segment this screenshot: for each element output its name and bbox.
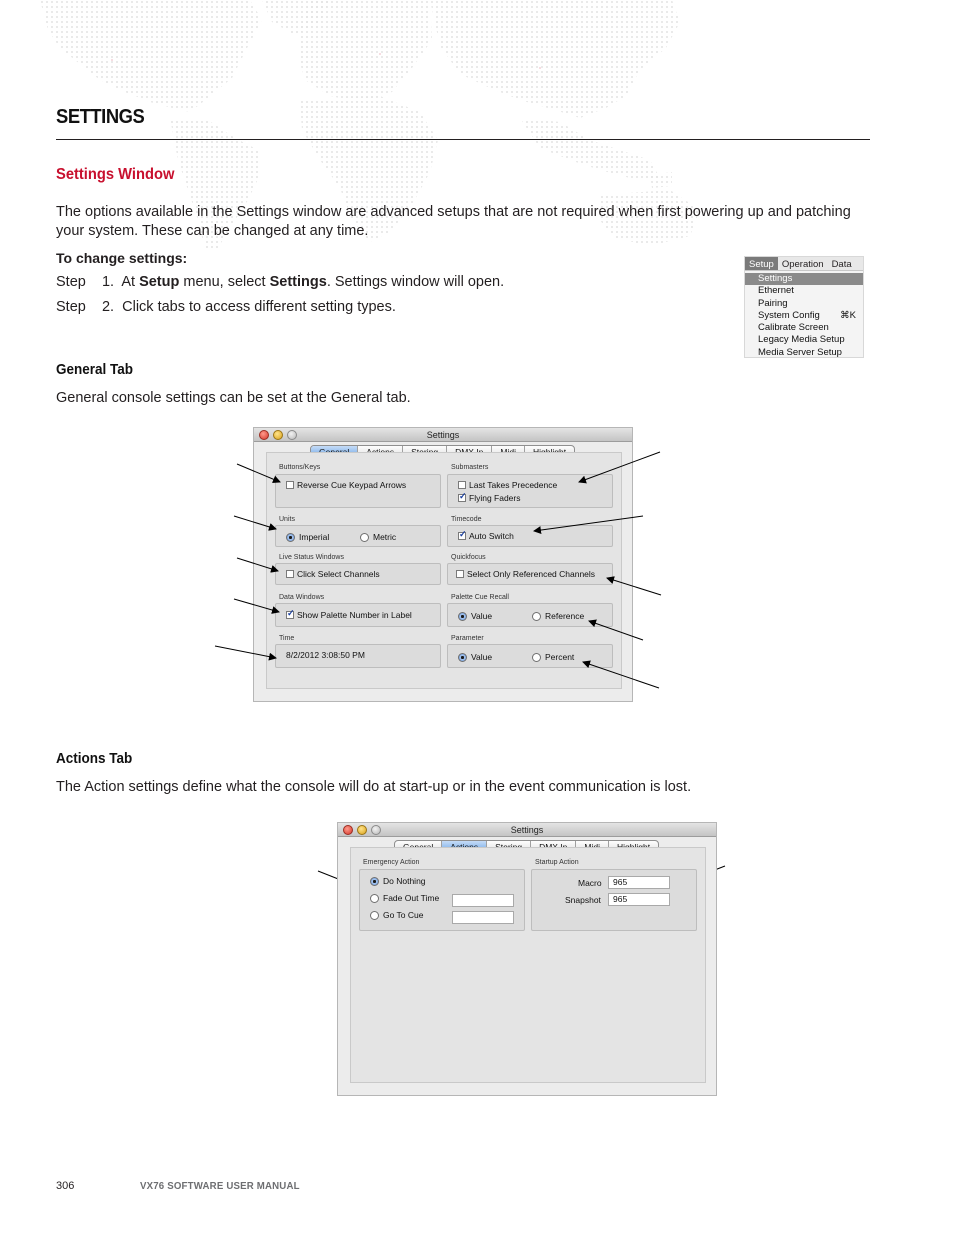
group-label-submasters: Submasters: [451, 464, 489, 471]
arrow-palette-cue-recall: [589, 621, 643, 640]
radio-dot: [370, 894, 379, 903]
arrow-buttons-keys: [237, 464, 280, 482]
section-heading: Settings Window: [56, 166, 175, 183]
group-label-units: Units: [279, 516, 295, 523]
menu-item-settings[interactable]: Settings: [745, 273, 863, 285]
step-1-mid: menu, select: [179, 274, 270, 290]
arrow-submasters: [579, 452, 660, 482]
time-field[interactable]: 8/2/2012 3:08:50 PM: [286, 650, 365, 660]
menu-shortcut: ⌘K: [840, 309, 856, 321]
menu-bar-data[interactable]: Data: [831, 259, 852, 270]
actions-panel: [350, 847, 706, 1083]
checkbox-label: Select Only Referenced Channels: [467, 569, 596, 579]
step-1-label: Step: [56, 274, 86, 290]
general-tab-desc: General console settings can be set at the General tab.: [56, 390, 411, 406]
radio-label: Value: [471, 652, 493, 662]
group-emergency-action: [359, 869, 525, 931]
actions-tab-heading: Actions Tab: [56, 750, 133, 767]
window-title: Settings: [426, 430, 460, 440]
step-1-item: Settings: [269, 274, 327, 290]
radio-label: Do Nothing: [383, 876, 426, 886]
checkbox-label: Auto Switch: [469, 531, 514, 541]
menu-bar-operation[interactable]: Operation: [781, 259, 824, 270]
group-label-quickfocus: Quickfocus: [451, 554, 486, 561]
group-label-emergency-action: Emergency Action: [363, 859, 420, 866]
checkbox-label: Reverse Cue Keypad Arrows: [297, 480, 407, 490]
arrow-live-status: [237, 558, 278, 571]
menu-item-legacy-media-setup[interactable]: Legacy Media Setup: [758, 334, 845, 346]
minimize-button[interactable]: [357, 825, 367, 835]
arrow-parameter: [583, 662, 659, 688]
do-nothing-radio[interactable]: [370, 876, 426, 886]
title-bar: [338, 823, 716, 837]
fade-out-time-input[interactable]: [452, 894, 514, 907]
fade-out-time-radio[interactable]: [370, 893, 439, 903]
radio-label: Reference: [545, 611, 585, 621]
checkbox-label: Show Palette Number in Label: [297, 610, 412, 620]
checkbox-label: Flying Faders: [469, 493, 521, 503]
radio-label: Metric: [373, 532, 397, 542]
actions-tab-desc: The Action settings define what the console will do at start-up or in the event communication is lost.: [56, 779, 692, 795]
arrow-units: [234, 516, 276, 529]
menu-bar-setup[interactable]: Setup: [745, 257, 778, 270]
menu-item-media-server-setup[interactable]: Media Server Setup: [758, 346, 842, 358]
page-number: 306: [56, 1180, 75, 1192]
window-title: Settings: [510, 825, 544, 835]
step-2-num: 2.: [101, 299, 115, 315]
radio-label: Value: [471, 611, 493, 621]
checkbox-label: Last Takes Precedence: [469, 480, 558, 490]
group-label-startup-action: Startup Action: [535, 859, 579, 866]
radio-label: Imperial: [299, 532, 330, 542]
arrow-time: [215, 646, 276, 658]
macro-label: Macro: [578, 878, 602, 888]
group-label-timecode: Timecode: [451, 516, 482, 523]
step-2-text: Click tabs to access different setting types.: [122, 299, 396, 315]
arrow-timecode: [534, 516, 643, 531]
procedure-title: To change settings:: [56, 250, 188, 266]
menu-item-calibrate-screen[interactable]: Calibrate Screen: [758, 322, 829, 334]
go-to-cue-radio[interactable]: [370, 910, 423, 920]
manual-title: VX76 SOFTWARE USER MANUAL: [140, 1180, 300, 1192]
snapshot-input[interactable]: 965: [608, 893, 670, 906]
menu-item-system-config-label: System Config: [758, 309, 820, 321]
radio-label: Percent: [545, 652, 575, 662]
radio-label: Fade Out Time: [383, 893, 440, 903]
checkbox-label: Click Select Channels: [297, 569, 380, 579]
group-label-buttons-keys: Buttons/Keys: [279, 464, 321, 471]
radio-dot: [370, 911, 379, 920]
step-1-num: 1.: [101, 274, 115, 290]
group-label-live-status: Live Status Windows: [279, 554, 344, 561]
menu-item-ethernet[interactable]: Ethernet: [758, 285, 794, 297]
radio-dot: [370, 877, 379, 886]
step-1-menu: Setup: [139, 274, 180, 290]
radio-label: Go To Cue: [383, 910, 424, 920]
group-label-time: Time: [279, 635, 295, 642]
group-label-data-windows: Data Windows: [279, 594, 325, 601]
zoom-button[interactable]: [371, 825, 381, 835]
arrow-quickfocus: [607, 578, 661, 595]
close-button[interactable]: [343, 825, 353, 835]
step-2-label: Step: [56, 299, 86, 315]
actions-settings-window: [337, 822, 717, 1096]
page-title: SETTINGS: [56, 106, 145, 128]
general-tab-heading: General Tab: [56, 361, 134, 378]
step-1-post: . Settings window will open.: [326, 274, 505, 290]
macro-input[interactable]: 965: [608, 876, 670, 889]
arrow-data-windows: [234, 599, 279, 612]
go-to-cue-input[interactable]: [452, 911, 514, 924]
menu-item-pairing[interactable]: Pairing: [758, 297, 788, 309]
step-1-pre: At: [121, 274, 140, 290]
intro-paragraph: The options available in the Settings window are advanced setups that are not required when first powering up and patching your system. These can be changed at any time.: [56, 204, 851, 239]
group-startup-action: [531, 869, 697, 931]
snapshot-label: Snapshot: [565, 895, 601, 905]
group-label-parameter: Parameter: [451, 635, 484, 642]
group-label-palette-cue-recall: Palette Cue Recall: [451, 594, 509, 601]
